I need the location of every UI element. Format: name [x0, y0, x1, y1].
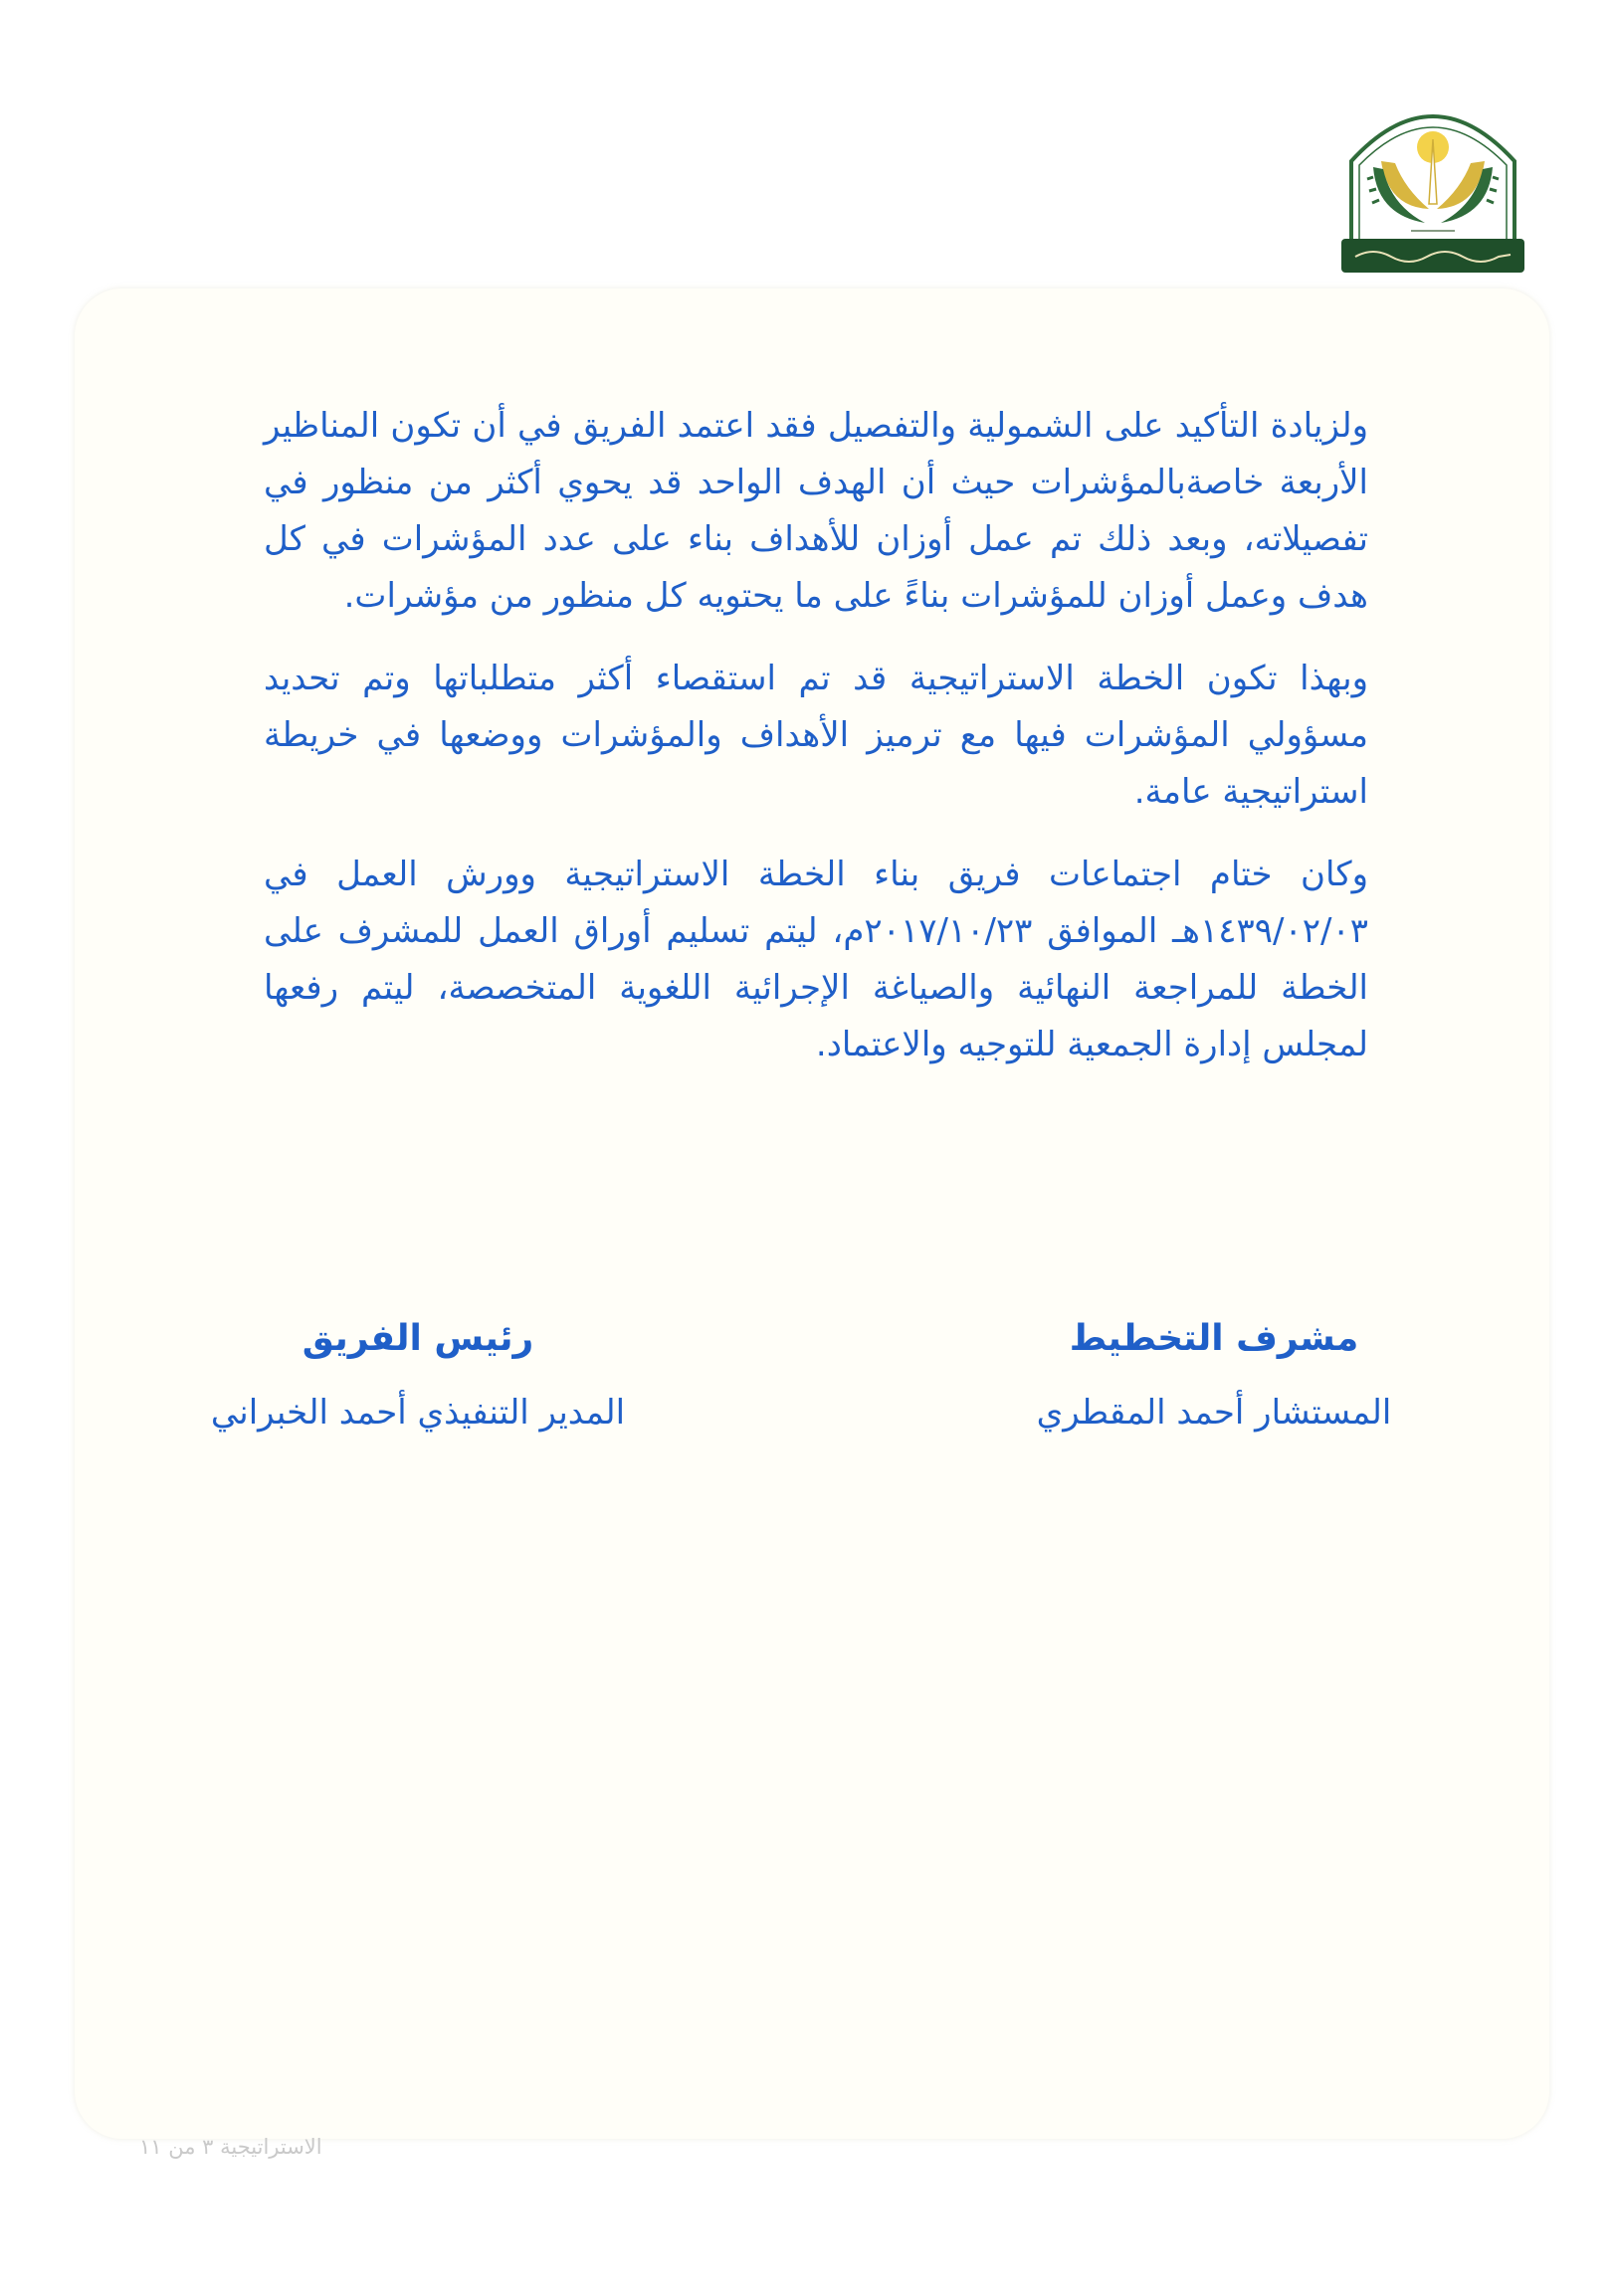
paragraph-strategy-map: وبهذا تكون الخطة الاستراتيجية قد تم استقصاء أكثر متطلباتها وتم تحديد مسؤولي المؤشرات فيها مع ترميز الأهداف والمؤشرات ووضعها في خريطة استراتيجية عامة. — [264, 659, 1368, 812]
leader-title: رئيس الفريق — [302, 1318, 534, 1359]
supervisor-name: المستشار أحمد المقطري — [1036, 1393, 1392, 1433]
paragraph-conclusion: وكان ختام اجتماعات فريق بناء الخطة الاستراتيجية وورش العمل في ١٤٣٩/٠٢/٠٣هـ الموافق ٢٠١٧/١٠/٢٣م، ليتم تسليم أوراق العمل للمشرف على الخطة للمراجعة النهائية والصياغة الإجرائية اللغوية المتخصصة، ليتم رفعها لمجلس إدارة الجمعية للتوجيه والاعتماد. — [264, 855, 1369, 1064]
signature-leader — [179, 1313, 657, 1438]
supervisor-title: مشرف التخطيط — [1069, 1318, 1359, 1359]
body-text — [264, 398, 1368, 1099]
logo-emblem-icon — [1333, 90, 1532, 279]
association-logo — [1333, 90, 1532, 279]
signature-supervisor — [995, 1313, 1433, 1438]
leader-name: المدير التنفيذي أحمد الخبراني — [210, 1393, 626, 1433]
paragraph-weights: ولزيادة التأكيد على الشمولية والتفصيل فقد اعتمد الفريق في أن تكون المناظير الأربعة خاصةبالمؤشرات حيث أن الهدف الواحد قد يحوي أكثر من منظور في تفصيلاته، وبعد ذلك تم عمل أوزان للأهداف بناء على عدد المؤشرات في كل هدف وعمل أوزان للمؤشرات بناءً على ما يحتويه كل منظور من مؤشرات. — [264, 406, 1368, 616]
page-footer: الاستراتيجية ٣ من ١١ — [139, 2135, 322, 2159]
